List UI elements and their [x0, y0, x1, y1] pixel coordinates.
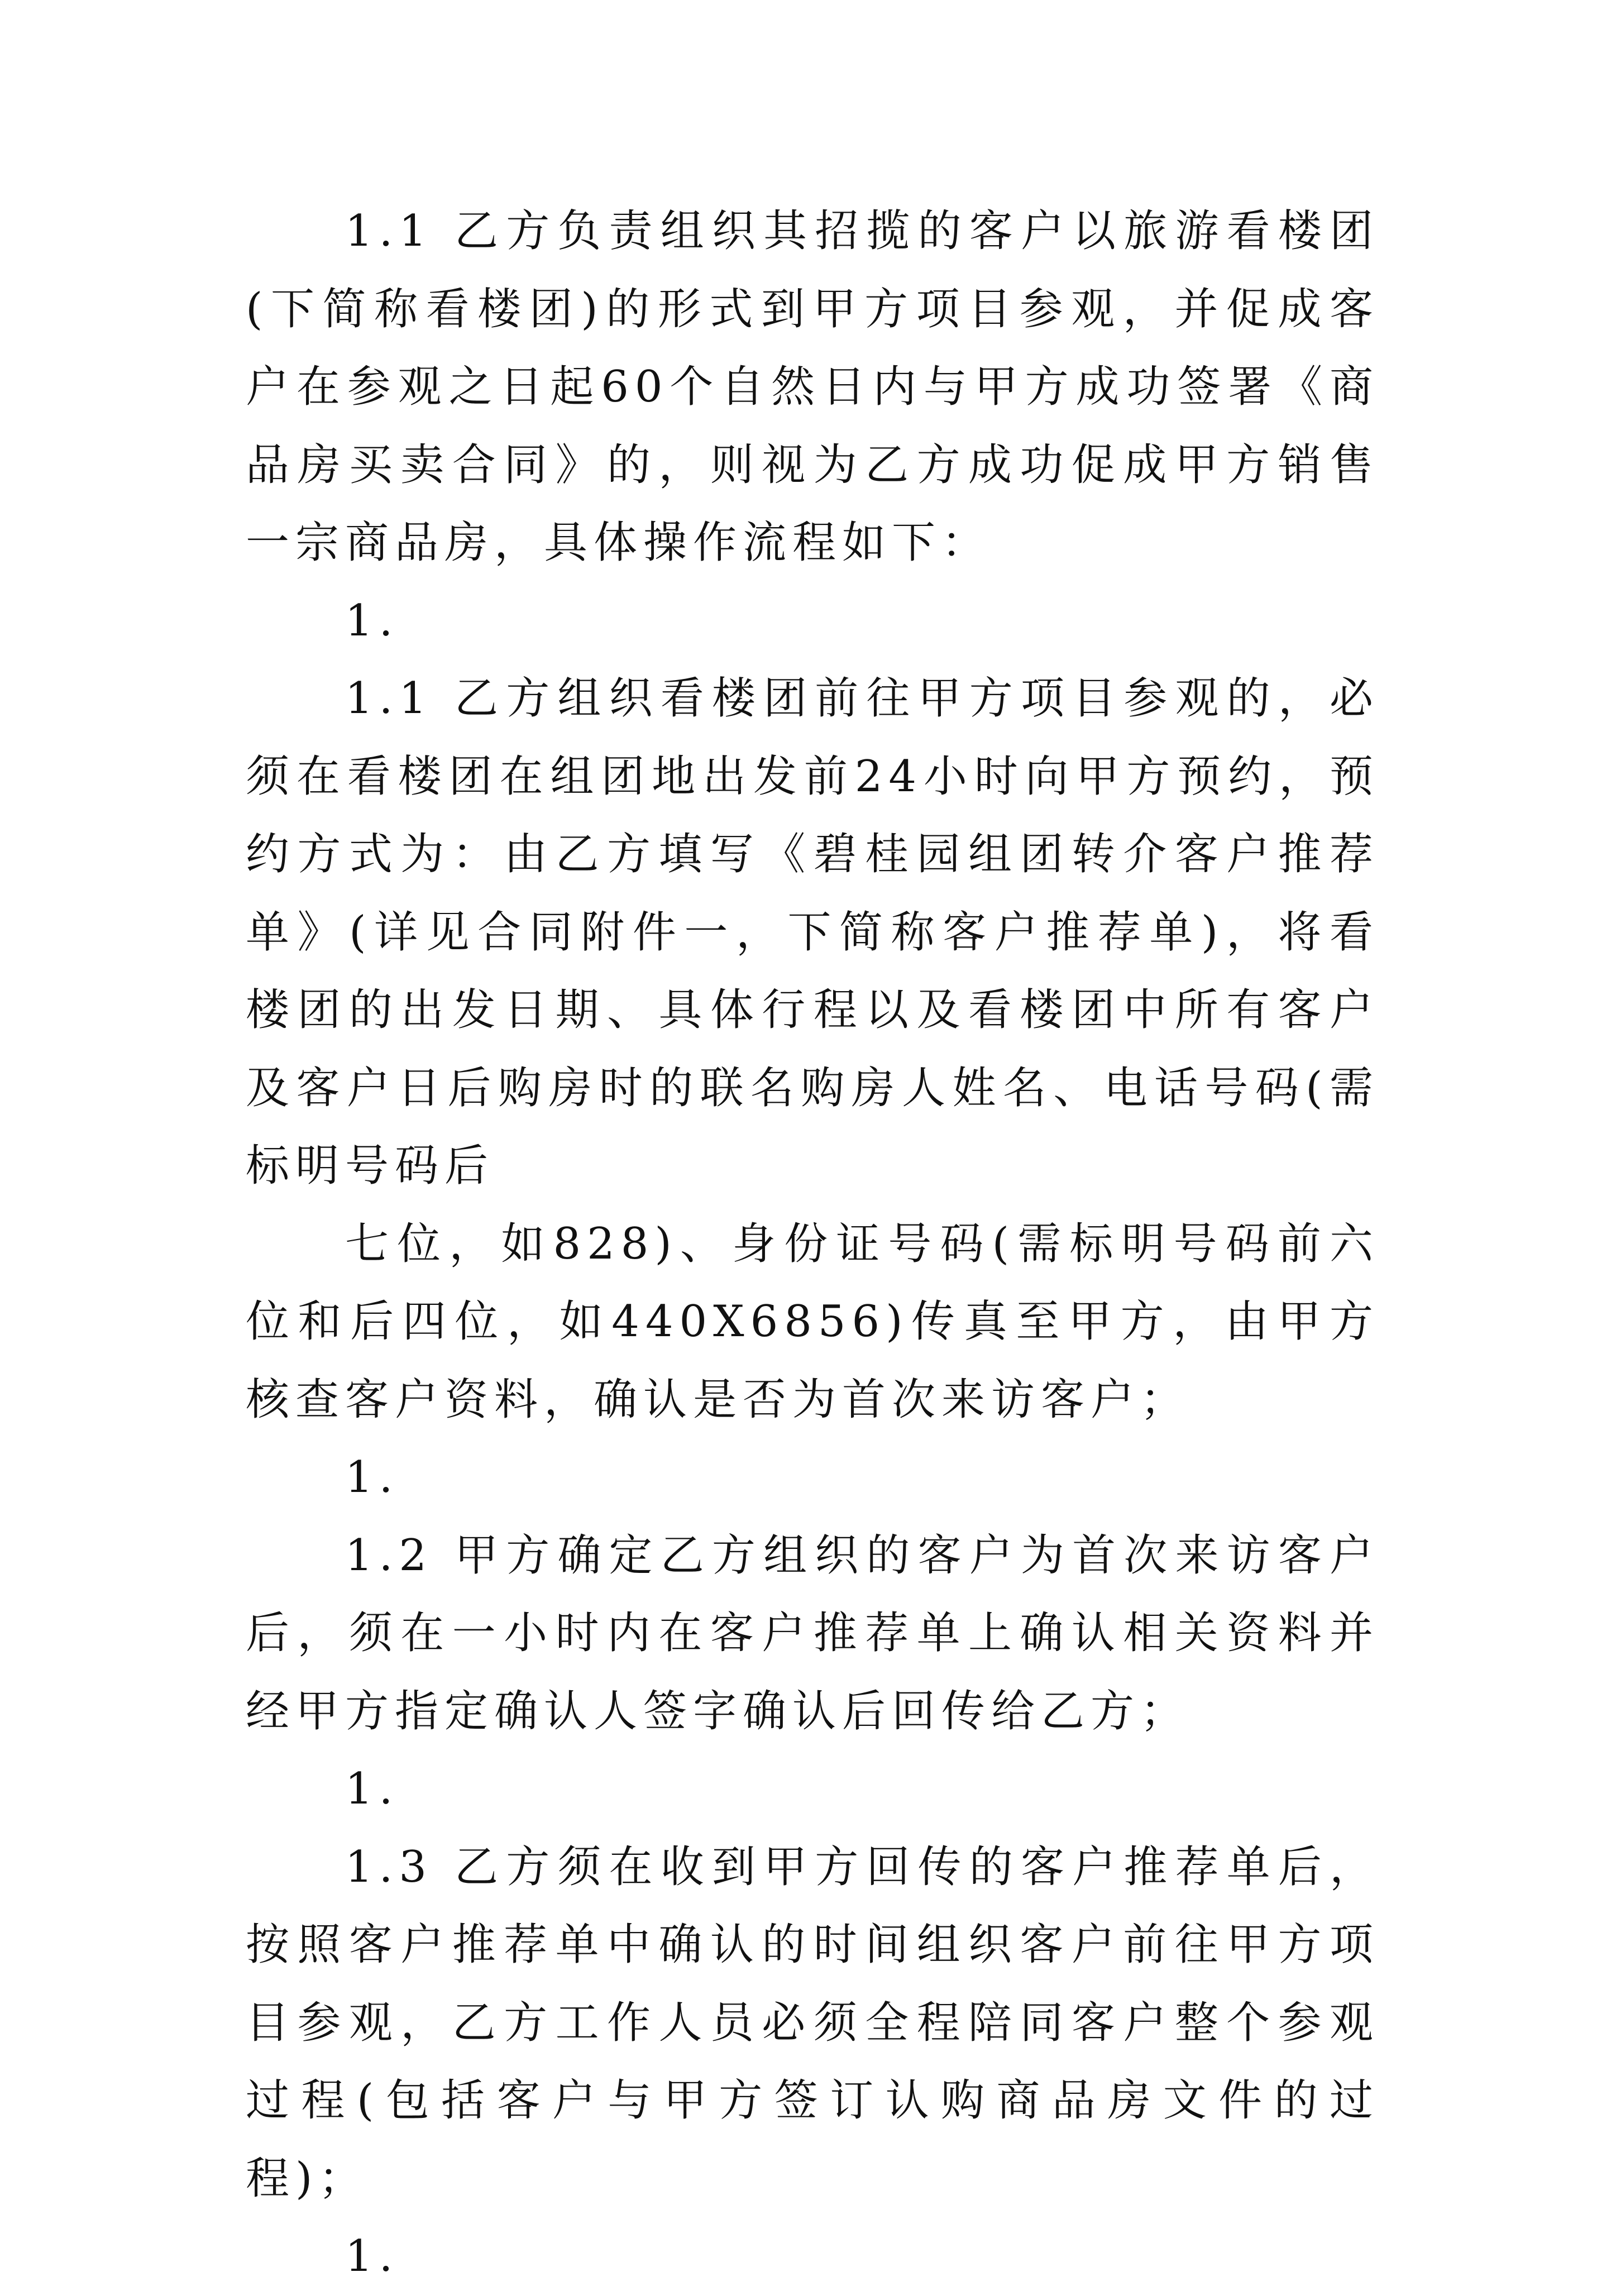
paragraph-section-number: 1. [345, 595, 399, 646]
paragraph-section-number: 1. [345, 1764, 399, 1814]
paragraph-1-3-visit-escort: 1.3 乙方须在收到甲方回传的客户推荐单后，按照客户推荐单中确认的时间组织客户前往甲方项目参观，乙方工作人员必须全程陪同客户整个参观过程(包括客户与甲方签订认购商品房文件的过程)； [246, 1841, 1379, 2204]
paragraph-section-number: 1. [345, 1452, 399, 1503]
paragraph-1-1-tour-group: 1.1 乙方负责组织其招揽的客户以旅游看楼团(下简称看楼团)的形式到甲方项目参观，并促成客户在参观之日起60个自然日内与甲方成功签署《商品房买卖合同》的，则视为乙方成功促成甲方销售一宗商品房，具体操作流程如下： [246, 206, 1379, 568]
document-body [246, 193, 1379, 2296]
paragraph-section-number: 1. [345, 2231, 399, 2281]
paragraph-1-2-confirmation: 1.2 甲方确定乙方组织的客户为首次来访客户后，须在一小时内在客户推荐单上确认相关资料并经甲方指定确认人签字确认后回传给乙方； [246, 1530, 1379, 1737]
paragraph-1-1-reservation: 1.1 乙方组织看楼团前往甲方项目参观的，必须在看楼团在组团地出发前24小时向甲方预约，预约方式为：由乙方填写《碧桂园组团转介客户推荐单》(详见合同附件一，下简称客户推荐单)，将看楼团的出发日期、具体行程以及看楼团中所有客户及客户日后购房时的联名购房人姓名、电话号码(需标明号码后 [246, 673, 1379, 1191]
paragraph-id-number-fax: 七位，如828)、身份证号码(需标明号码前六位和后四位，如440X6856)传真至甲方，由甲方核查客户资料，确认是否为首次来访客户； [246, 1218, 1379, 1425]
